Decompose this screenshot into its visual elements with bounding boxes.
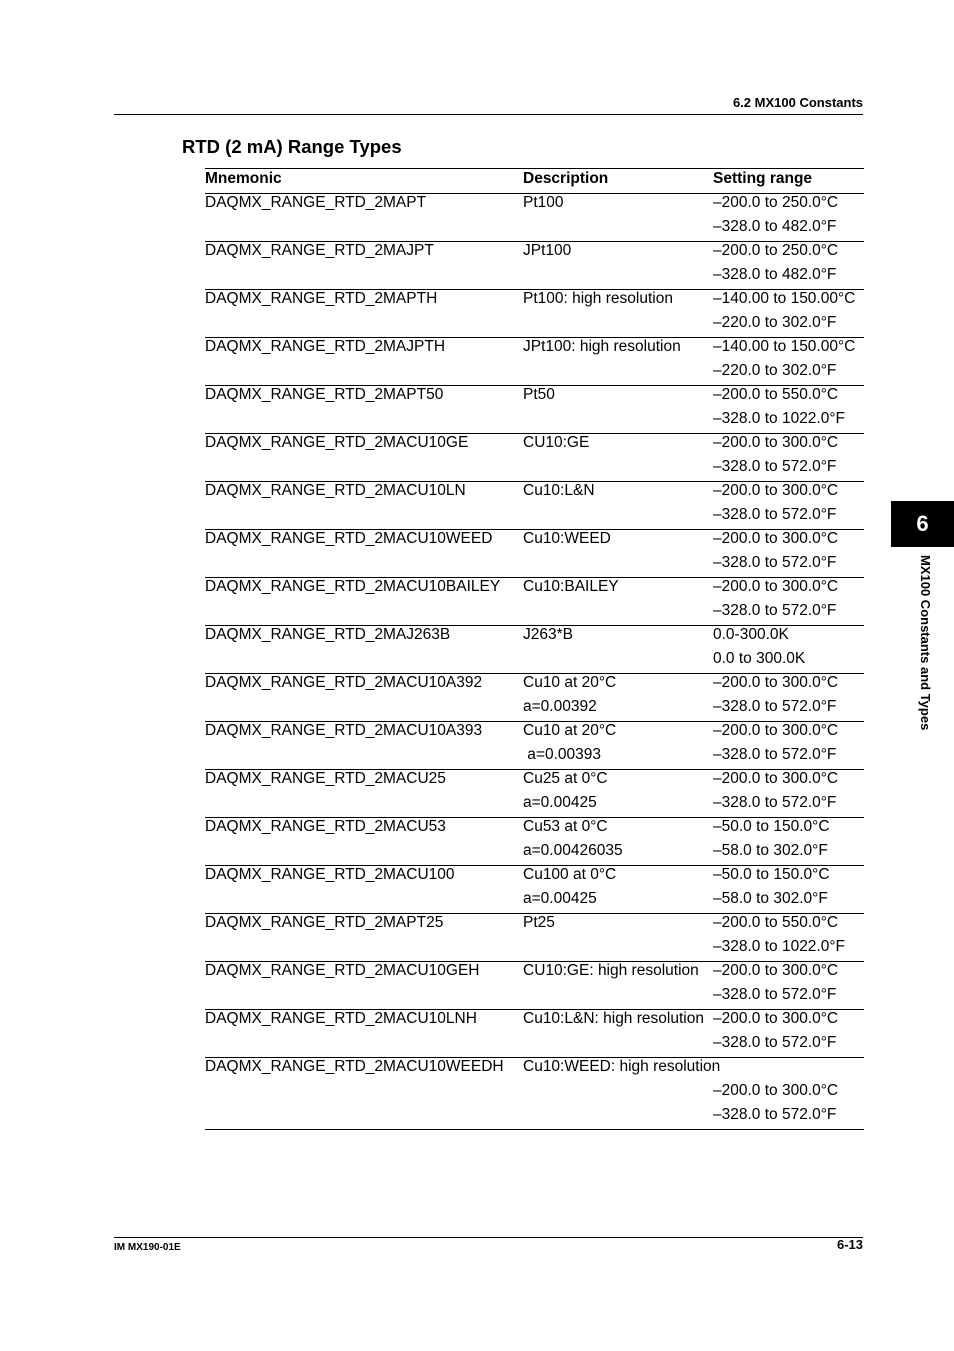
- setting-range-celsius: –200.0 to 300.0°C: [713, 1010, 839, 1027]
- setting-range-second: –328.0 to 572.0°F: [713, 554, 837, 571]
- table-row: [205, 482, 864, 530]
- description-cell: Pt100: [523, 194, 564, 211]
- table-row: [205, 386, 864, 434]
- chapter-side-label: MX100 Constants and Types: [918, 555, 933, 731]
- table-row: [205, 434, 864, 482]
- column-header-mnemonic: Mnemonic: [205, 170, 282, 187]
- description-cell: Cu100 at 0°C: [523, 866, 617, 883]
- setting-range-second: –328.0 to 482.0°F: [713, 266, 837, 283]
- chapter-number: 6: [916, 511, 929, 536]
- description-cell: Cu10:WEED: [523, 530, 611, 547]
- setting-range-celsius: –200.0 to 250.0°C: [713, 194, 839, 211]
- setting-range-second: –328.0 to 482.0°F: [713, 218, 837, 235]
- table-row: [205, 578, 864, 626]
- mnemonic-cell: DAQMX_RANGE_RTD_2MACU100: [205, 866, 455, 883]
- mnemonic-cell: DAQMX_RANGE_RTD_2MACU53: [205, 818, 446, 835]
- mnemonic-cell: DAQMX_RANGE_RTD_2MACU10WEED: [205, 530, 493, 547]
- setting-range-celsius: –200.0 to 250.0°C: [713, 242, 839, 259]
- mnemonic-cell: DAQMX_RANGE_RTD_2MACU10A392: [205, 674, 483, 691]
- setting-range-celsius: –50.0 to 150.0°C: [713, 866, 830, 883]
- setting-range-second: 0.0 to 300.0K: [713, 650, 806, 667]
- description-cell: CU10:GE: [523, 434, 590, 451]
- header-rule: [114, 114, 863, 115]
- table-row: [205, 1058, 864, 1130]
- description-cell: Cu10 at 20°C: [523, 722, 617, 739]
- chapter-tab: [891, 501, 954, 547]
- mnemonic-cell: DAQMX_RANGE_RTD_2MACU10LN: [205, 482, 466, 499]
- description-cell: Cu25 at 0°C: [523, 770, 608, 787]
- table-row: [205, 290, 864, 338]
- table-row: [205, 530, 864, 578]
- mnemonic-cell: DAQMX_RANGE_RTD_2MAPTH: [205, 290, 438, 307]
- setting-range-celsius: –140.00 to 150.00°C: [713, 338, 856, 355]
- setting-range-second: –328.0 to 572.0°F: [713, 698, 837, 715]
- mnemonic-cell: DAQMX_RANGE_RTD_2MACU10GEH: [205, 962, 480, 979]
- setting-range-celsius: –200.0 to 300.0°C: [713, 530, 839, 547]
- mnemonic-cell: DAQMX_RANGE_RTD_2MAJPT: [205, 242, 434, 259]
- setting-range-second: –328.0 to 572.0°F: [713, 506, 837, 523]
- description-cell: Cu10:BAILEY: [523, 578, 619, 595]
- footer-rule: [114, 1237, 863, 1238]
- setting-range-second: –328.0 to 572.0°F: [713, 602, 837, 619]
- table-body: [205, 194, 864, 1058]
- section-title: RTD (2 mA) Range Types: [182, 136, 402, 157]
- setting-range-celsius: –200.0 to 300.0°C: [713, 674, 839, 691]
- mnemonic-cell: DAQMX_RANGE_RTD_2MACU25: [205, 770, 446, 787]
- description-cell: Pt100: high resolution: [523, 290, 673, 307]
- description-cell: Cu53 at 0°C: [523, 818, 608, 835]
- table-row: [205, 626, 864, 674]
- mnemonic-cell: DAQMX_RANGE_RTD_2MACU10A393: [205, 722, 483, 739]
- setting-range-celsius: 0.0-300.0K: [713, 626, 789, 643]
- setting-range-fahrenheit: –328.0 to 572.0°F: [713, 1106, 837, 1123]
- mnemonic-cell: DAQMX_RANGE_RTD_2MAJPTH: [205, 338, 446, 355]
- table-row: [205, 194, 864, 242]
- setting-range-celsius: –140.00 to 150.00°C: [713, 290, 856, 307]
- footer-doc-id: IM MX190-01E: [114, 1242, 181, 1253]
- description-cell: Pt50: [523, 386, 555, 403]
- description-cell: Cu10:WEED: high resolution: [523, 1058, 721, 1075]
- setting-range-second: –328.0 to 1022.0°F: [713, 410, 846, 427]
- mnemonic-cell: DAQMX_RANGE_RTD_2MAPT25: [205, 914, 444, 931]
- mnemonic-cell: DAQMX_RANGE_RTD_2MACU10BAILEY: [205, 578, 501, 595]
- description-cell: Cu10 at 20°C: [523, 674, 617, 691]
- setting-range-second: –220.0 to 302.0°F: [713, 314, 837, 331]
- setting-range-celsius: –200.0 to 550.0°C: [713, 914, 839, 931]
- setting-range-second: –328.0 to 572.0°F: [713, 458, 837, 475]
- description-cell: Pt25: [523, 914, 555, 931]
- setting-range-second: –58.0 to 302.0°F: [713, 842, 828, 859]
- table-row: [205, 962, 864, 1010]
- description-cell-line2: a=0.00425: [523, 794, 597, 811]
- setting-range-second: –328.0 to 572.0°F: [713, 986, 837, 1003]
- range-types-table: [205, 168, 864, 1130]
- table-row: [205, 242, 864, 290]
- table-row: [205, 1010, 864, 1058]
- mnemonic-cell: DAQMX_RANGE_RTD_2MACU10LNH: [205, 1010, 477, 1027]
- setting-range-second: –328.0 to 572.0°F: [713, 794, 837, 811]
- mnemonic-cell: DAQMX_RANGE_RTD_2MAPT50: [205, 386, 444, 403]
- description-cell-line2: a=0.00393: [523, 746, 602, 763]
- description-cell: Cu10:L&N: high resolution: [523, 1010, 704, 1027]
- table-row: [205, 914, 864, 962]
- table-row: [205, 338, 864, 386]
- table-row: [205, 722, 864, 770]
- mnemonic-cell: DAQMX_RANGE_RTD_2MACU10GE: [205, 434, 469, 451]
- setting-range-second: –220.0 to 302.0°F: [713, 362, 837, 379]
- page-number: 6-13: [836, 1237, 863, 1252]
- table-row: [205, 818, 864, 866]
- description-cell: JPt100: [523, 242, 572, 259]
- table-row: [205, 866, 864, 914]
- description-cell-line2: a=0.00425: [523, 890, 597, 907]
- description-cell: J263*B: [523, 626, 573, 643]
- setting-range-second: –328.0 to 572.0°F: [713, 746, 837, 763]
- setting-range-celsius: –200.0 to 300.0°C: [713, 434, 839, 451]
- setting-range-celsius: –200.0 to 300.0°C: [713, 578, 839, 595]
- description-cell: Cu10:L&N: [523, 482, 595, 499]
- setting-range-celsius: –200.0 to 300.0°C: [713, 770, 839, 787]
- setting-range-celsius: –200.0 to 550.0°C: [713, 386, 839, 403]
- mnemonic-cell: DAQMX_RANGE_RTD_2MAJ263B: [205, 626, 451, 643]
- setting-range-second: –58.0 to 302.0°F: [713, 890, 828, 907]
- table-row: [205, 770, 864, 818]
- description-cell: CU10:GE: high resolution: [523, 962, 699, 979]
- setting-range-second: –328.0 to 572.0°F: [713, 1034, 837, 1051]
- setting-range-celsius: –50.0 to 150.0°C: [713, 818, 830, 835]
- description-cell-line2: a=0.00392: [523, 698, 597, 715]
- setting-range-celsius: –200.0 to 300.0°C: [713, 1082, 839, 1099]
- table-header: [205, 169, 864, 194]
- setting-range-celsius: –200.0 to 300.0°C: [713, 482, 839, 499]
- description-cell: JPt100: high resolution: [523, 338, 681, 355]
- description-cell-line2: a=0.00426035: [523, 842, 623, 859]
- setting-range-celsius: –200.0 to 300.0°C: [713, 962, 839, 979]
- setting-range-second: –328.0 to 1022.0°F: [713, 938, 846, 955]
- table-row: [205, 674, 864, 722]
- column-header-setting-range: Setting range: [713, 170, 813, 187]
- running-header: 6.2 MX100 Constants: [732, 95, 863, 110]
- mnemonic-cell: DAQMX_RANGE_RTD_2MACU10WEEDH: [205, 1058, 504, 1075]
- mnemonic-cell: DAQMX_RANGE_RTD_2MAPT: [205, 194, 427, 211]
- column-header-description: Description: [523, 170, 609, 187]
- setting-range-celsius: –200.0 to 300.0°C: [713, 722, 839, 739]
